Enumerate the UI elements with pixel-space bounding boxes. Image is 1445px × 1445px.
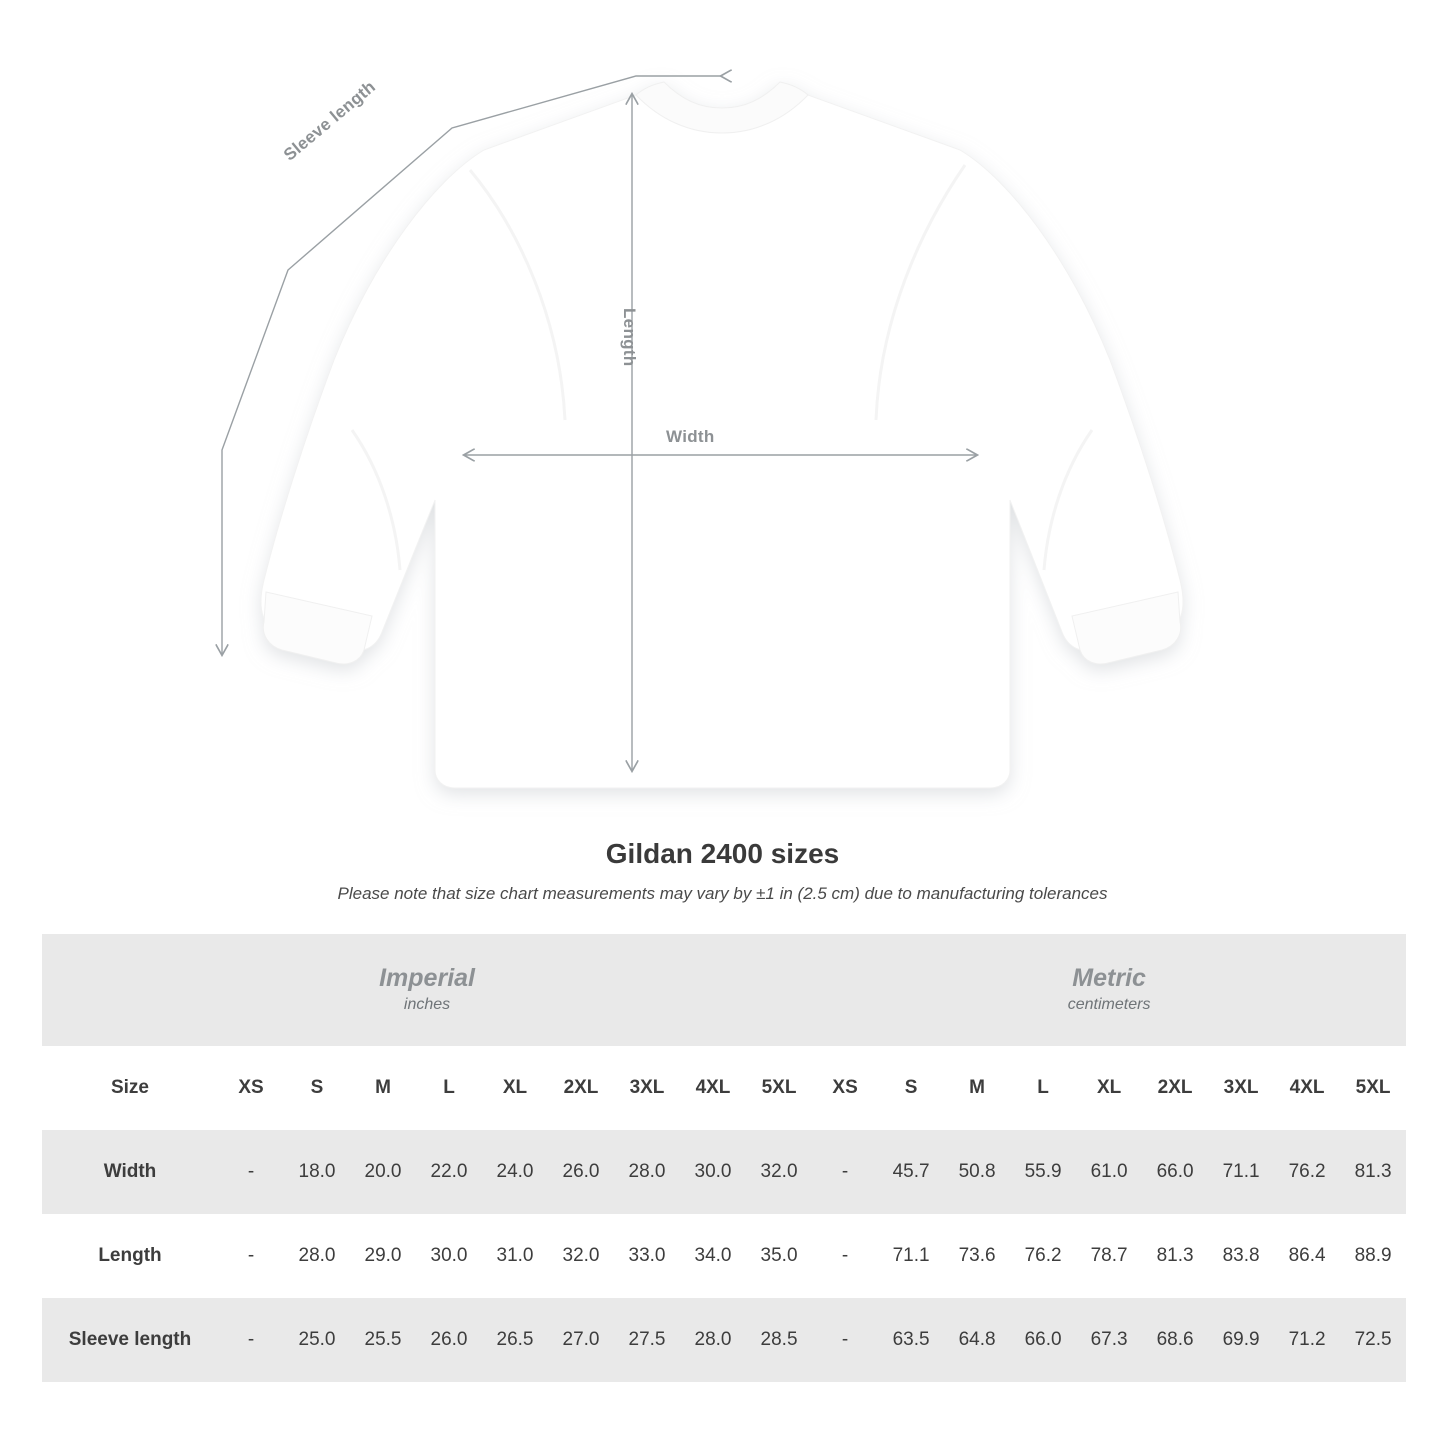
cell: 83.8 bbox=[1208, 1214, 1274, 1298]
cell: 76.2 bbox=[1274, 1130, 1340, 1214]
cell: - bbox=[218, 1298, 284, 1382]
size-header-cell: S bbox=[878, 1046, 944, 1130]
cell: 72.5 bbox=[1340, 1298, 1406, 1382]
size-header-cell: XS bbox=[218, 1046, 284, 1130]
cell: 88.9 bbox=[1340, 1214, 1406, 1298]
cell: 26.0 bbox=[416, 1298, 482, 1382]
cell: 55.9 bbox=[1010, 1130, 1076, 1214]
table-row bbox=[42, 1298, 1406, 1382]
cell: 27.0 bbox=[548, 1298, 614, 1382]
cell: 28.0 bbox=[680, 1298, 746, 1382]
cell: 35.0 bbox=[746, 1214, 812, 1298]
cell: 31.0 bbox=[482, 1214, 548, 1298]
cell: 32.0 bbox=[548, 1214, 614, 1298]
cell: 64.8 bbox=[944, 1298, 1010, 1382]
size-header-cell: 3XL bbox=[614, 1046, 680, 1130]
cell: 67.3 bbox=[1076, 1298, 1142, 1382]
page-title: Gildan 2400 sizes bbox=[605, 838, 840, 869]
cell: 30.0 bbox=[680, 1130, 746, 1214]
imperial-sub: inches bbox=[403, 996, 451, 1014]
cell: 68.6 bbox=[1142, 1298, 1208, 1382]
cell: 33.0 bbox=[614, 1214, 680, 1298]
size-table-wrapper bbox=[42, 934, 1403, 1382]
imperial-header bbox=[42, 934, 812, 1046]
length-label: Length bbox=[620, 308, 639, 367]
sleeve-length-label: Sleeve length bbox=[280, 77, 380, 165]
size-header-cell: 4XL bbox=[1274, 1046, 1340, 1130]
size-header-cell: M bbox=[350, 1046, 416, 1130]
cell: 86.4 bbox=[1274, 1214, 1340, 1298]
size-header-cell: 2XL bbox=[1142, 1046, 1208, 1130]
size-column-label: Size bbox=[42, 1046, 218, 1130]
cell: 28.0 bbox=[614, 1130, 680, 1214]
cell: 28.0 bbox=[284, 1214, 350, 1298]
size-header-cell: S bbox=[284, 1046, 350, 1130]
cell: 71.2 bbox=[1274, 1298, 1340, 1382]
cell: 61.0 bbox=[1076, 1130, 1142, 1214]
cell: 26.0 bbox=[548, 1130, 614, 1214]
cell: 25.5 bbox=[350, 1298, 416, 1382]
cell: 45.7 bbox=[878, 1130, 944, 1214]
cell: - bbox=[812, 1214, 878, 1298]
cell: 20.0 bbox=[350, 1130, 416, 1214]
row-label-width: Width bbox=[42, 1130, 218, 1214]
size-header-cell: 4XL bbox=[680, 1046, 746, 1130]
cell: 30.0 bbox=[416, 1214, 482, 1298]
cell: 66.0 bbox=[1142, 1130, 1208, 1214]
cell: 78.7 bbox=[1076, 1214, 1142, 1298]
cell: 66.0 bbox=[1010, 1298, 1076, 1382]
cell: - bbox=[218, 1214, 284, 1298]
row-label-sleeve-length: Sleeve length bbox=[42, 1298, 218, 1382]
width-label: Width bbox=[666, 427, 715, 446]
metric-header bbox=[812, 934, 1406, 1046]
size-header-cell: L bbox=[416, 1046, 482, 1130]
size-header-cell: 2XL bbox=[548, 1046, 614, 1130]
size-header-cell: XL bbox=[482, 1046, 548, 1130]
cell: 18.0 bbox=[284, 1130, 350, 1214]
cell: 27.5 bbox=[614, 1298, 680, 1382]
table-row bbox=[42, 1130, 1406, 1214]
cell: 76.2 bbox=[1010, 1214, 1076, 1298]
cell: - bbox=[218, 1130, 284, 1214]
size-header-cell: M bbox=[944, 1046, 1010, 1130]
metric-sub: centimeters bbox=[1067, 996, 1151, 1014]
cell: 50.8 bbox=[944, 1130, 1010, 1214]
cell: 81.3 bbox=[1142, 1214, 1208, 1298]
cell: 34.0 bbox=[680, 1214, 746, 1298]
cell: 63.5 bbox=[878, 1298, 944, 1382]
cell: 22.0 bbox=[416, 1130, 482, 1214]
cell: 73.6 bbox=[944, 1214, 1010, 1298]
size-header-cell: 5XL bbox=[1340, 1046, 1406, 1130]
cell: 71.1 bbox=[1208, 1130, 1274, 1214]
cell: 25.0 bbox=[284, 1298, 350, 1382]
unit-header-row bbox=[42, 934, 1406, 1046]
cell: 81.3 bbox=[1340, 1130, 1406, 1214]
size-table bbox=[42, 934, 1406, 1382]
cell: 28.5 bbox=[746, 1298, 812, 1382]
row-label-length: Length bbox=[42, 1214, 218, 1298]
cell: 69.9 bbox=[1208, 1298, 1274, 1382]
tolerance-note: Please note that size chart measurements may vary by ±1 in (2.5 cm) due to manufacturing tolerances bbox=[337, 884, 1108, 903]
size-header-row bbox=[42, 1046, 1406, 1130]
cell: 71.1 bbox=[878, 1214, 944, 1298]
metric-name: Metric bbox=[1072, 964, 1146, 993]
cell: 26.5 bbox=[482, 1298, 548, 1382]
table-row bbox=[42, 1214, 1406, 1298]
cell: - bbox=[812, 1130, 878, 1214]
size-header-cell: L bbox=[1010, 1046, 1076, 1130]
cell: 32.0 bbox=[746, 1130, 812, 1214]
size-header-cell: XL bbox=[1076, 1046, 1142, 1130]
size-header-cell: XS bbox=[812, 1046, 878, 1130]
shirt-shape bbox=[261, 82, 1183, 788]
imperial-name: Imperial bbox=[379, 964, 475, 993]
title-block bbox=[0, 838, 1445, 904]
cell: 24.0 bbox=[482, 1130, 548, 1214]
size-header-cell: 5XL bbox=[746, 1046, 812, 1130]
size-header-cell: 3XL bbox=[1208, 1046, 1274, 1130]
cell: - bbox=[812, 1298, 878, 1382]
cell: 29.0 bbox=[350, 1214, 416, 1298]
